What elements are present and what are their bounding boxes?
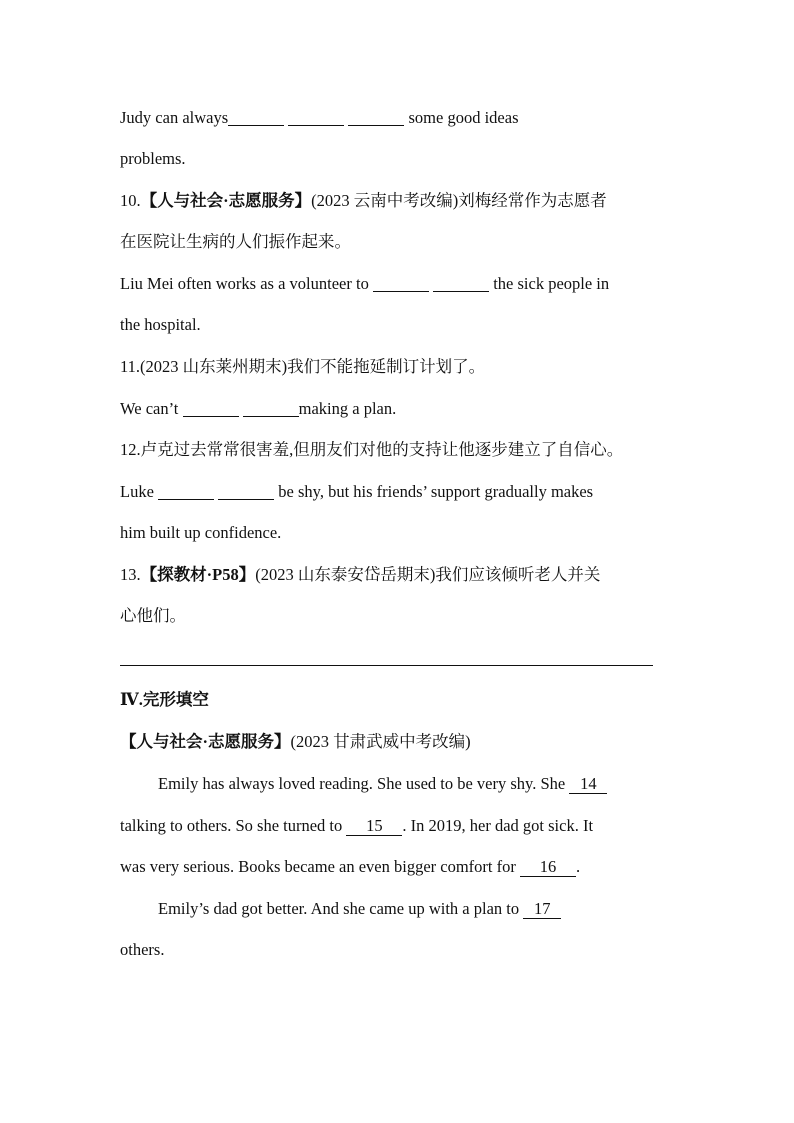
q13-tag: 【探教材·P58】 (140, 565, 256, 584)
passage-text: . (576, 857, 581, 876)
answer-blank[interactable] (373, 276, 429, 292)
passage-line-3 (120, 855, 580, 879)
q13-chinese-line-2: 心他们。 (120, 606, 186, 625)
answer-blank[interactable] (288, 110, 344, 126)
answer-blank[interactable] (228, 110, 284, 126)
q10-number: 10. (120, 191, 141, 210)
q10-chinese-line-2: 在医院让生病的人们振作起来。 (120, 232, 351, 251)
q10-text-post: the sick people in (493, 274, 610, 293)
q12-text-post: be shy, but his friends’ support gradually makes (278, 482, 594, 501)
section-tag: 【人与社会·志愿服务】 (120, 732, 291, 751)
q9-line-2: problems. (120, 149, 186, 168)
cloze-blank-17[interactable]: 17 (523, 900, 561, 919)
passage-text: . In 2019, her dad got sick. It (402, 816, 594, 835)
q12-text-pre: Luke (120, 482, 154, 501)
q10-text-pre: Liu Mei often works as a volunteer to (120, 274, 369, 293)
q9-text-pre: Judy can always (120, 108, 229, 127)
section-source-line (120, 730, 471, 754)
q13-answer-line[interactable] (120, 665, 653, 666)
cloze-blank-15[interactable]: 15 (346, 817, 402, 836)
cloze-blank-16[interactable]: 16 (520, 858, 576, 877)
passage-line-1 (158, 772, 607, 796)
q10-english-line-1 (120, 272, 609, 296)
answer-blank[interactable] (183, 401, 239, 417)
q13-chinese-text: (2023 山东泰安岱岳期末)我们应该倾听老人并关 (255, 565, 601, 584)
q9-line-1 (120, 106, 519, 130)
answer-blank[interactable] (218, 484, 274, 500)
q10-chinese-line-1 (120, 189, 607, 213)
q11-english-line (120, 397, 396, 421)
answer-blank[interactable] (243, 401, 299, 417)
passage-line-4 (158, 897, 561, 921)
q10-tag: 【人与社会·志愿服务】 (140, 191, 312, 210)
passage-text: talking to others. So she turned to (120, 816, 343, 835)
section-source: (2023 甘肃武威中考改编) (290, 732, 471, 751)
q11-text-post: making a plan. (298, 399, 397, 418)
section-title: Ⅳ.完形填空 (120, 690, 209, 709)
cloze-blank-14[interactable]: 14 (569, 775, 607, 794)
q13-number: 13. (120, 565, 141, 584)
q13-chinese-line-1 (120, 563, 600, 587)
q11-chinese-line: 11.(2023 山东莱州期末)我们不能拖延制订计划了。 (120, 357, 486, 376)
passage-text: was very serious. Books became an even bigger comfort for (120, 857, 516, 876)
answer-blank[interactable] (433, 276, 489, 292)
passage-text: Emily’s dad got better. And she came up with a plan to (158, 899, 520, 918)
q10-english-line-2: the hospital. (120, 315, 201, 334)
q12-english-line-1 (120, 480, 593, 504)
passage-line-5: others. (120, 940, 165, 959)
q11-text-pre: We can’t (120, 399, 179, 418)
answer-blank[interactable] (348, 110, 404, 126)
q10-chinese-text: (2023 云南中考改编)刘梅经常作为志愿者 (311, 191, 607, 210)
q12-english-line-2: him built up confidence. (120, 523, 282, 542)
passage-line-2 (120, 814, 593, 838)
answer-blank[interactable] (158, 484, 214, 500)
q12-chinese-line: 12.卢克过去常常很害羞,但朋友们对他的支持让他逐步建立了自信心。 (120, 440, 624, 459)
q9-text-post: some good ideas (408, 108, 519, 127)
passage-text: Emily has always loved reading. She used to be very shy. She (158, 774, 566, 793)
